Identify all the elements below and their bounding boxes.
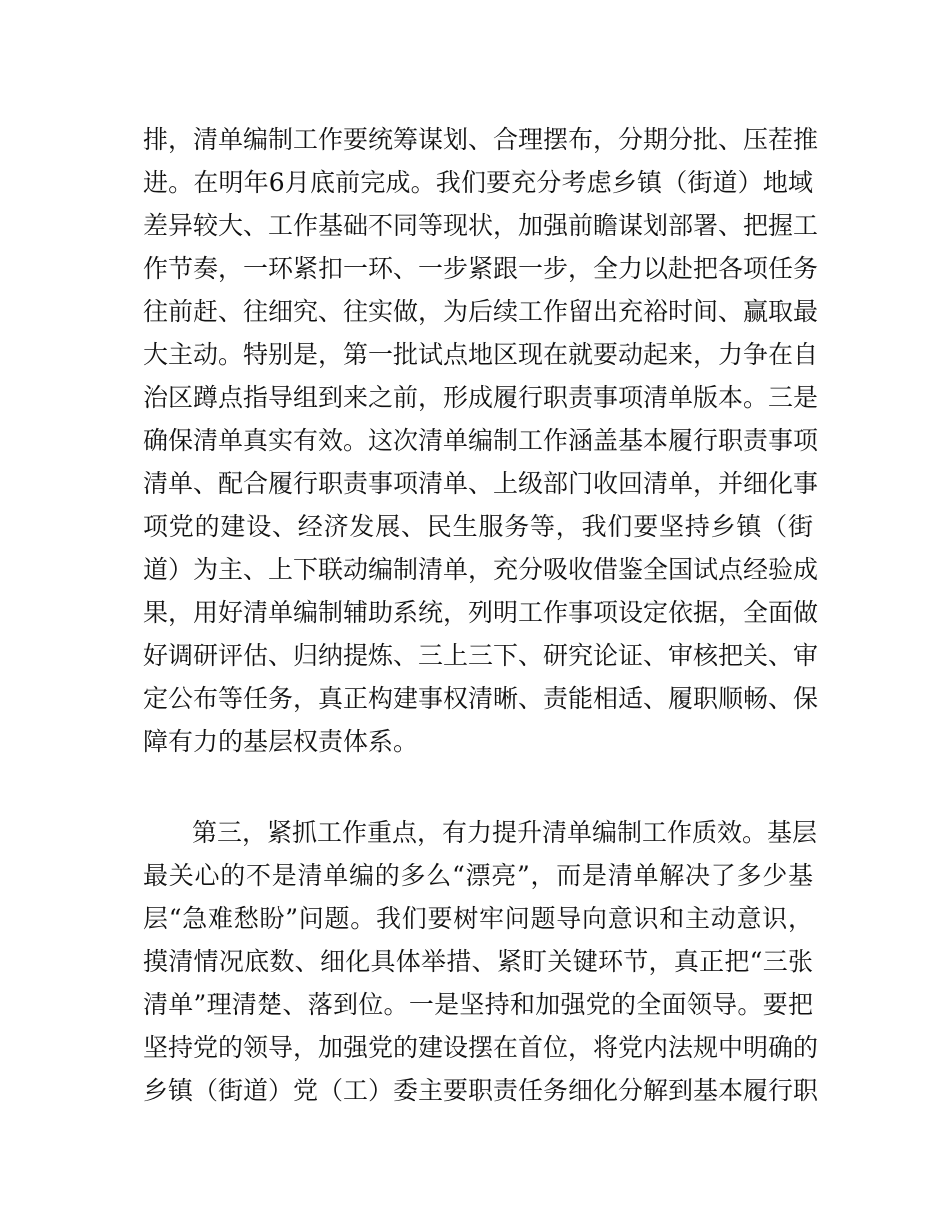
paragraph-line: 差异较大、工作基础不同等现状，加强前瞻谋划部署、把握工 xyxy=(143,211,819,240)
paragraph-line: 第三，紧抓工作重点，有力提升清单编制工作质效。基层 xyxy=(192,818,818,847)
paragraph-line: 项党的建设、经济发展、民生服务等，我们要坚持乡镇（街 xyxy=(143,512,813,541)
paragraph-line: 层“急难愁盼”问题。我们要树牢问题导向意识和主动意识， xyxy=(143,904,813,933)
paragraph-line: 好调研评估、归纳提炼、三上三下、研究论证、审核把关、审 xyxy=(143,641,819,670)
paragraph-line: 清单”理清楚、落到位。一是坚持和加强党的全面领导。要把 xyxy=(143,990,813,1019)
paragraph-line: 清单、配合履行职责事项清单、上级部门收回清单，并细化事 xyxy=(143,469,819,498)
paragraph-line: 大主动。特别是，第一批试点地区现在就要动起来，力争在自 xyxy=(143,340,819,369)
paragraph-line: 治区蹲点指导组到来之前，形成履行职责事项清单版本。三是 xyxy=(143,383,819,412)
paragraph-line: 道）为主、上下联动编制清单，充分吸收借鉴全国试点经验成 xyxy=(143,555,819,584)
paragraph-2 xyxy=(143,811,819,1112)
paragraph-line: 果，用好清单编制辅助系统，列明工作事项设定依据，全面做 xyxy=(143,598,819,627)
paragraph-line: 摸清情况底数、细化具体举措、紧盯关键环节，真正把“三张 xyxy=(143,947,813,976)
paragraph-line: 坚持党的领导，加强党的建设摆在首位，将党内法规中明确的 xyxy=(143,1033,819,1062)
paragraph-line: 确保清单真实有效。这次清单编制工作涵盖基本履行职责事项 xyxy=(143,426,819,455)
paragraph-line: 往前赶、往细究、往实做，为后续工作留出充裕时间、赢取最 xyxy=(143,297,819,326)
paragraph-line: 定公布等任务，真正构建事权清晰、责能相适、履职顺畅、保 xyxy=(143,684,819,713)
paragraph-line: 最关心的不是清单编的多么“漂亮”，而是清单解决了多少基 xyxy=(143,861,813,890)
paragraph-1 xyxy=(143,118,819,763)
paragraph-line: 作节奏，一环紧扣一环、一步紧跟一步，全力以赴把各项任务 xyxy=(143,254,819,283)
paragraph-line: 排，清单编制工作要统筹谋划、合理摆布，分期分批、压茬推 xyxy=(143,125,819,154)
paragraph-line: 障有力的基层权责体系。 xyxy=(143,727,419,756)
paragraph-line: 乡镇（街道）党（工）委主要职责任务细化分解到基本履行职 xyxy=(143,1076,819,1105)
paragraph-line: 进。在明年6月底前完成。我们要充分考虑乡镇（街道）地域 xyxy=(143,168,813,197)
